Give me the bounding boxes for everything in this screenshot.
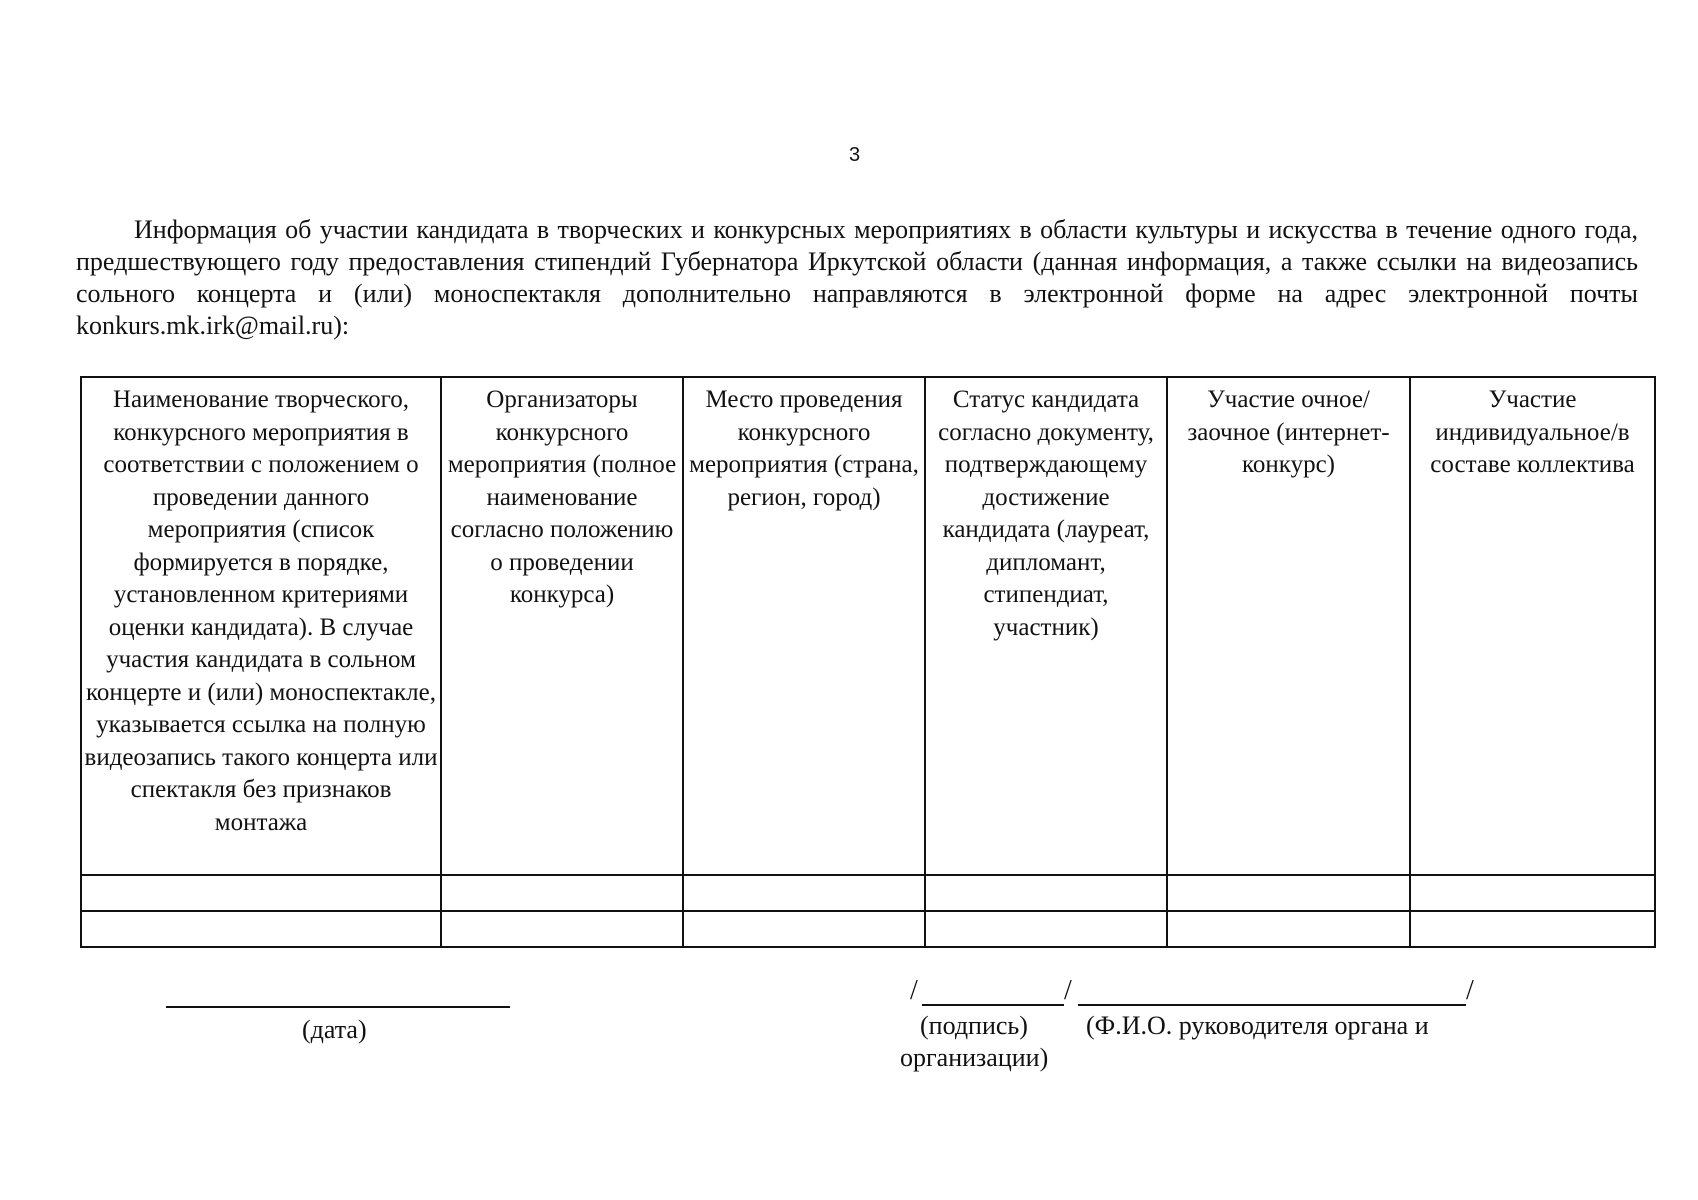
table-cell[interactable] [1410, 875, 1655, 911]
date-line[interactable] [166, 1006, 510, 1008]
slash-right: / [1466, 975, 1474, 1006]
table-cell[interactable] [925, 875, 1167, 911]
slash-middle: / [1064, 975, 1072, 1006]
table-row [81, 911, 1655, 947]
date-label: (дата) [302, 1015, 367, 1044]
table-header-row [81, 377, 1655, 875]
header-candidate-status: Статус кандидата согласно документу, подтверждающему достижение кандидата (лауреат, дипломант, стипендиат, участник) [925, 377, 1167, 875]
signature-line[interactable] [922, 1004, 1064, 1006]
name-label: (Ф.И.О. руководителя органа и организации) [900, 1011, 1429, 1072]
header-venue: Место проведения конкурсного мероприятия (страна, регион, город) [683, 377, 925, 875]
table-cell[interactable] [683, 911, 925, 947]
table-cell[interactable] [441, 875, 683, 911]
table-cell[interactable] [81, 911, 441, 947]
header-participation-type: Участие индивидуальное/в составе коллектива [1410, 377, 1655, 875]
participation-table [80, 376, 1656, 948]
table-cell[interactable] [441, 911, 683, 947]
table-cell[interactable] [1167, 875, 1410, 911]
page-number: 3 [849, 144, 861, 166]
header-organizers: Организаторы конкурсного мероприятия (полное наименование согласно положению о проведении конкурса) [441, 377, 683, 875]
table-cell[interactable] [81, 875, 441, 911]
signature-label: (подпись) [920, 1011, 1028, 1040]
intro-paragraph: Информация об участии кандидата в творческих и конкурсных мероприятиях в области культуры и искусства в течение одного года, предшествующего году предоставления стипендий Губернатора Иркутской области (данная информация, а также ссылки на видеозапись сольного концерта и (или) моноспектакля дополнительно направляются в электронной форме на адрес электронной почты konkurs.mk.irk@mail.ru): [76, 215, 1638, 340]
table-cell[interactable] [683, 875, 925, 911]
header-event-name: Наименование творческого, конкурсного мероприятия в соответствии с положением о проведении данного мероприятия (список формируется в порядке, установленном критериями оценки кандидата). В случае участия кандидата в сольном концерте и (или) моноспектакле, указывается ссылка на полную видеозапись такого концерта или спектакля без признаков монтажа [81, 377, 441, 875]
header-participation-form: Участие очное/заочное (интернет-конкурс) [1167, 377, 1410, 875]
name-line[interactable] [1078, 1004, 1466, 1006]
table-row [81, 875, 1655, 911]
table-cell[interactable] [1410, 911, 1655, 947]
table-cell[interactable] [925, 911, 1167, 947]
table-cell[interactable] [1167, 911, 1410, 947]
slash-left: / [910, 975, 918, 1006]
